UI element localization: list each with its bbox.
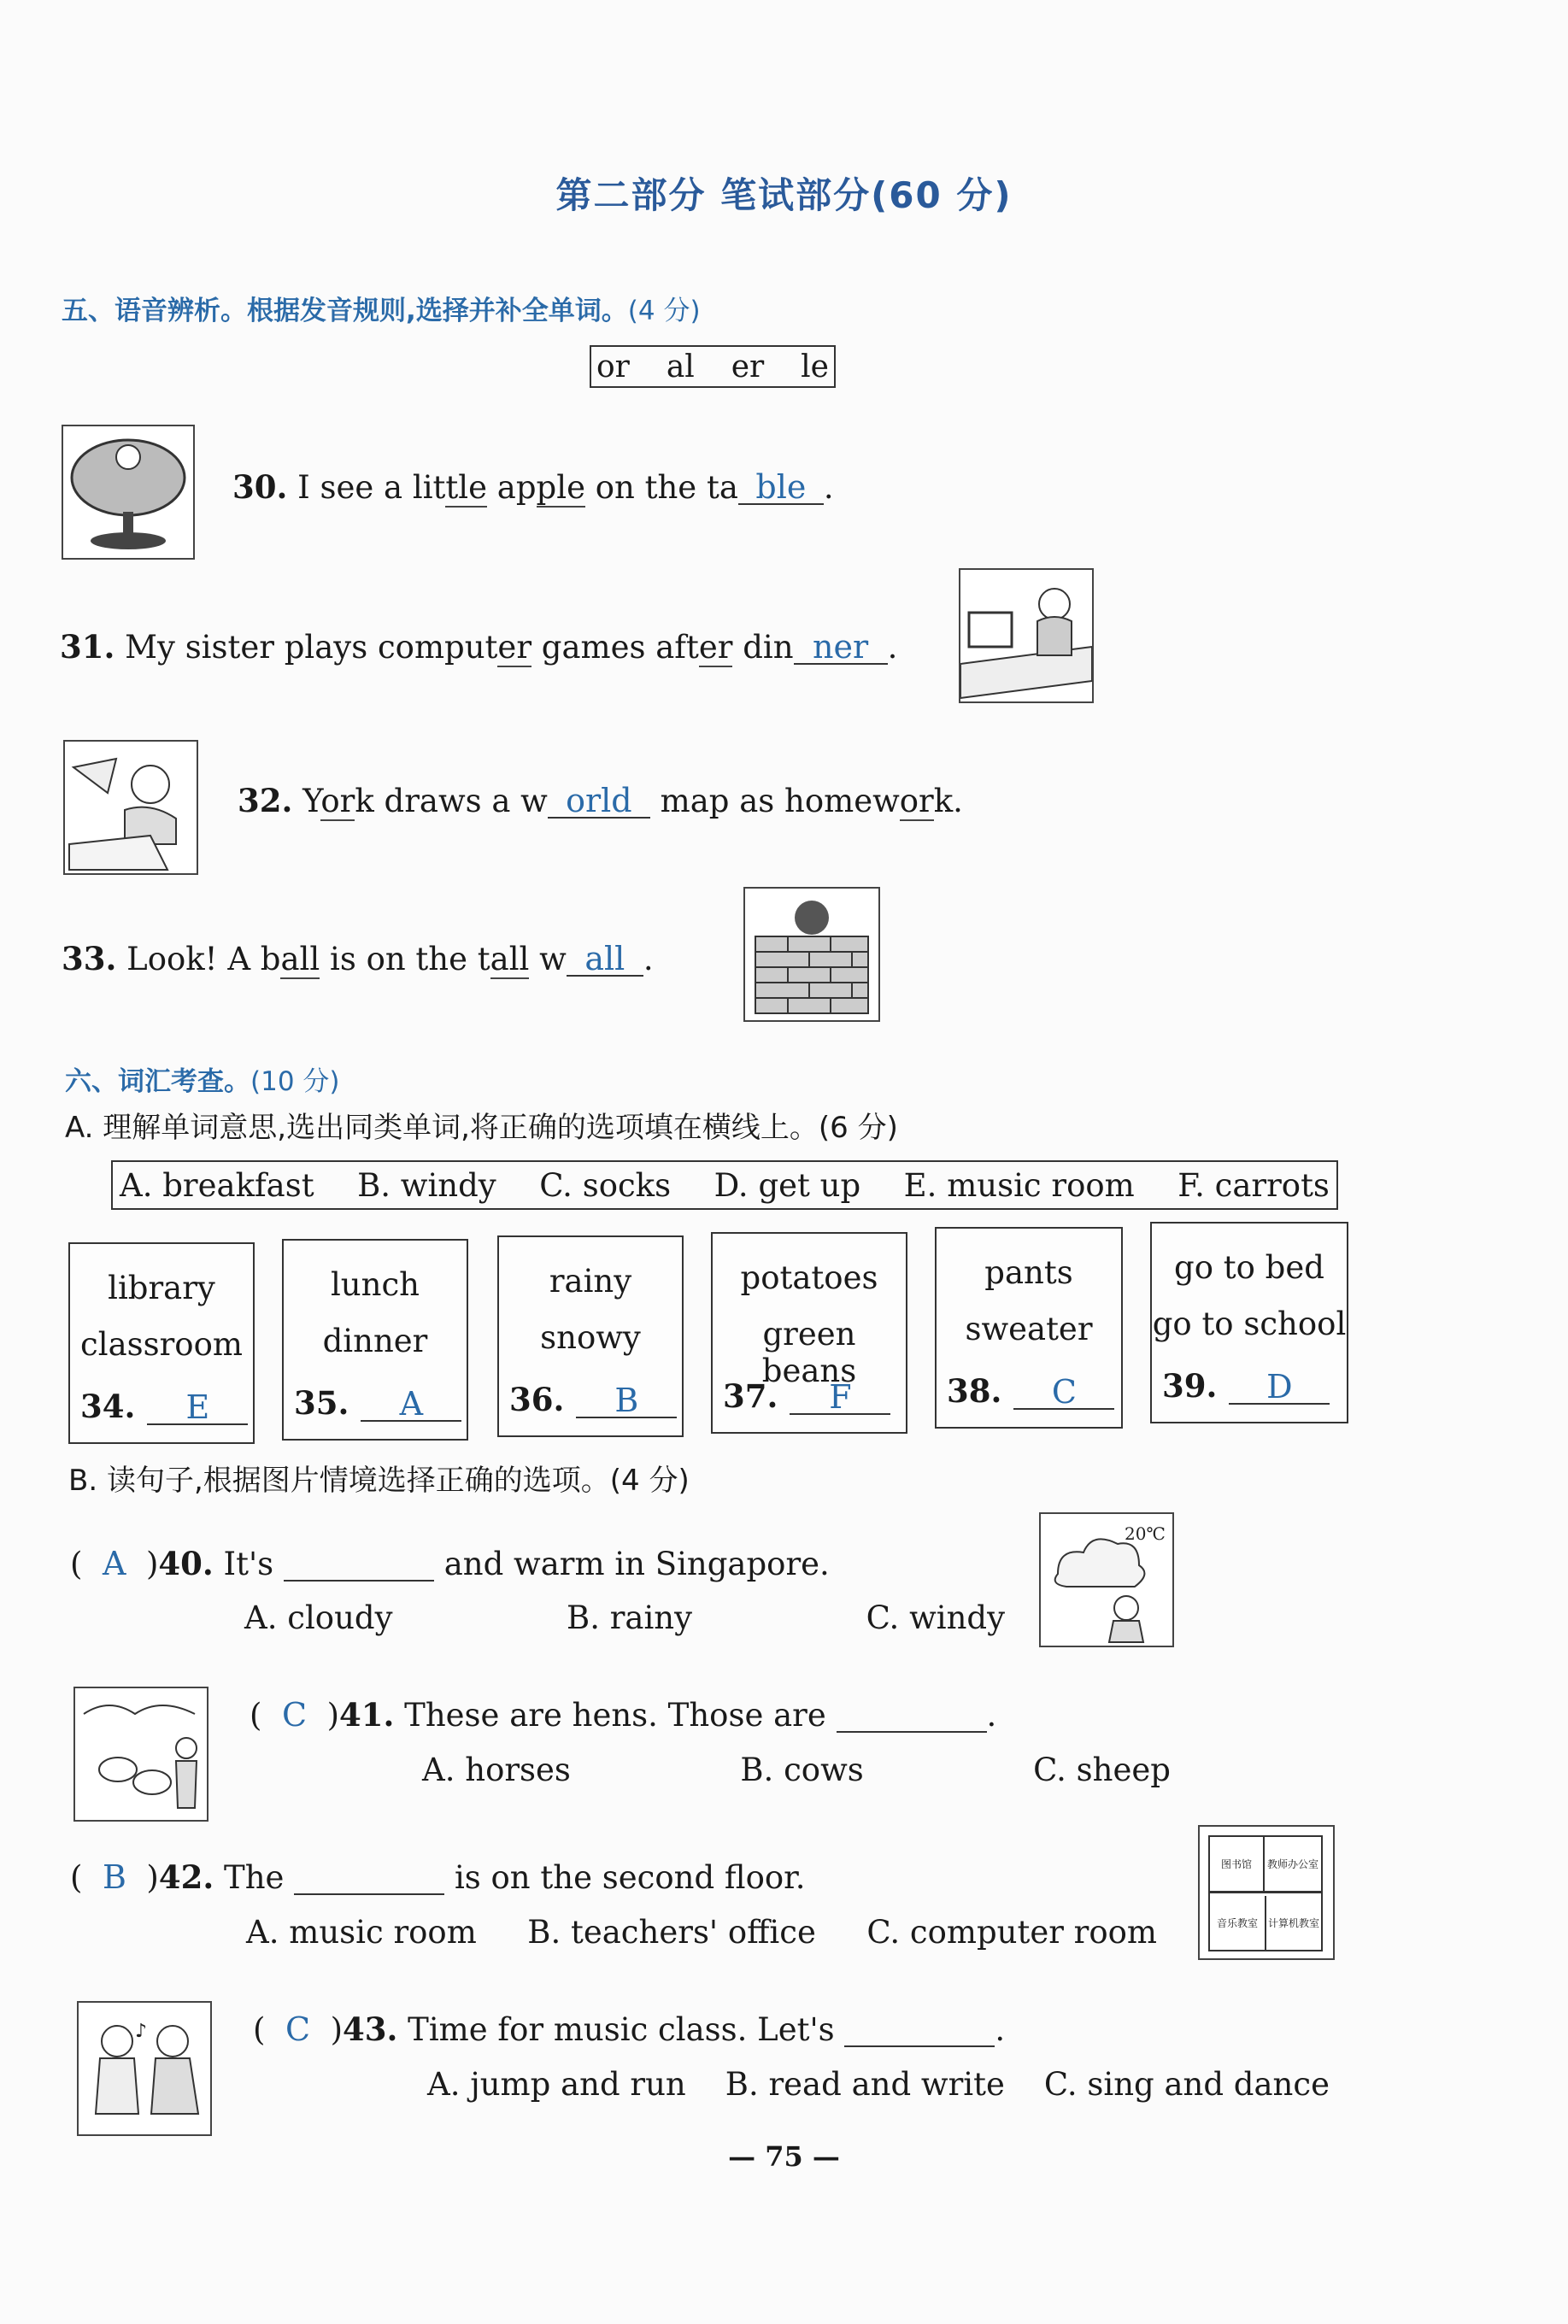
underlined-letters: or	[899, 783, 934, 819]
card-word: go to school	[1152, 1306, 1347, 1342]
question-30	[232, 468, 834, 506]
answer-blank[interactable]: D	[1229, 1370, 1330, 1405]
page-title: 第二部分 笔试部分(60 分)	[555, 174, 1013, 216]
text: I see a lit	[297, 469, 446, 506]
answer-blank[interactable]: C	[1013, 1376, 1114, 1410]
page-number-text: 75	[765, 2140, 803, 2173]
choice: B. cows	[740, 1752, 864, 1788]
text: map as homew	[649, 783, 900, 819]
word-option: D. get up	[714, 1166, 861, 1204]
room-label: 音乐教室	[1210, 1896, 1266, 1950]
question-33	[62, 940, 654, 977]
q40-choices	[244, 1599, 1005, 1636]
text: Y	[302, 783, 321, 819]
ball-on-wall-picture	[743, 887, 880, 1022]
answer-blank[interactable]: A	[361, 1388, 461, 1422]
question-number: 39.	[1162, 1367, 1218, 1405]
choice: C. windy	[866, 1599, 1005, 1636]
text: games aft	[531, 629, 699, 666]
question-40: ( A )40. It's and warm in Singapore.	[70, 1545, 830, 1582]
text: The	[224, 1859, 285, 1896]
choice: A. cloudy	[244, 1599, 393, 1636]
kids-singing-picture	[77, 2001, 212, 2136]
text: is on the t	[320, 941, 490, 977]
choice: C. sing and dance	[1043, 2066, 1330, 2103]
question-number: 32.	[238, 782, 293, 819]
section-6-text: 六、词汇考查。	[65, 1066, 250, 1097]
word-options-box	[111, 1160, 1338, 1210]
word-option: E. music room	[903, 1166, 1135, 1204]
question-number: 40.	[158, 1545, 214, 1582]
q42-choices	[246, 1914, 1157, 1951]
sentence-blank	[294, 1862, 444, 1895]
vocab-card-38	[935, 1227, 1123, 1429]
answer-blank[interactable]: all	[567, 942, 643, 977]
text: These are hens. Those are	[404, 1697, 826, 1734]
room-label: 教师办公室	[1266, 1858, 1318, 1871]
vocab-card-37	[711, 1232, 907, 1434]
answer-blank[interactable]: F	[790, 1381, 890, 1415]
hens-sheep-picture	[73, 1687, 208, 1822]
card-word: rainy	[549, 1263, 632, 1300]
question-number: 38.	[947, 1372, 1002, 1410]
letter-option: le	[801, 349, 829, 384]
text: w	[529, 941, 567, 977]
cloudy-weather-picture	[1039, 1512, 1174, 1647]
underlined-letters: all	[280, 941, 320, 977]
section-6-heading	[65, 1059, 340, 1098]
table-picture	[62, 425, 195, 560]
answer-blank[interactable]: orld	[548, 784, 650, 819]
card-word: library	[108, 1270, 215, 1306]
underlined-letters: er	[497, 629, 532, 666]
letter-options-box	[590, 345, 836, 388]
question-number: 34.	[80, 1388, 136, 1425]
temperature-label: 20℃	[1125, 1523, 1166, 1544]
card-word: green beans	[761, 1316, 857, 1389]
card-word: snowy	[540, 1319, 641, 1356]
section-5-heading	[62, 289, 701, 327]
vocab-card-39	[1150, 1222, 1348, 1423]
answer-blank[interactable]: E	[147, 1391, 248, 1425]
text: Time for music class. Let's	[408, 2011, 835, 2048]
letter-option: er	[731, 349, 765, 384]
question-number: 36.	[509, 1381, 565, 1418]
word-option: B. windy	[357, 1166, 496, 1204]
question-number: 30.	[232, 468, 288, 506]
question-41: ( C )41. These are hens. Those are .	[250, 1696, 997, 1734]
text: Look! A b	[126, 941, 281, 977]
question-number: 35.	[294, 1384, 349, 1422]
underlined-letters: or	[320, 783, 355, 819]
card-word: dinner	[322, 1323, 428, 1359]
word-option: C. socks	[539, 1166, 672, 1204]
answer-blank[interactable]: B	[576, 1384, 677, 1418]
sentence-blank	[284, 1548, 434, 1582]
text: .	[823, 469, 834, 506]
section-5-text: 五、语音辨析。根据发音规则,选择并补全单词。	[62, 296, 628, 326]
room-label: 计算机教室	[1268, 1916, 1320, 1929]
school-floors-picture	[1198, 1825, 1335, 1960]
text: and warm in Singapore.	[443, 1546, 830, 1582]
answer-blank[interactable]: ner	[794, 631, 888, 665]
card-word: lunch	[330, 1266, 420, 1303]
text: .	[887, 629, 898, 666]
underlined-letters: er	[698, 629, 733, 666]
text: k.	[933, 783, 963, 819]
text: is on the second floor.	[454, 1859, 806, 1896]
question-number: 43.	[343, 2010, 398, 2048]
sentence-blank	[837, 1699, 987, 1733]
question-43: ( C )43. Time for music class. Let's .	[253, 2010, 1006, 2048]
section-5-points: (4 分)	[627, 296, 701, 326]
vocab-card-36	[497, 1235, 684, 1437]
room-label: 图书馆	[1210, 1837, 1265, 1891]
text: It's	[223, 1546, 274, 1582]
boy-drawing-picture	[63, 740, 198, 875]
letter-option: al	[666, 349, 695, 384]
text: on the ta	[584, 469, 738, 506]
answer-choice[interactable]: C	[281, 1696, 308, 1734]
text: ap	[487, 469, 537, 506]
text: k draws a w	[355, 783, 548, 819]
vocab-card-35	[282, 1239, 468, 1441]
part-b-instruction: B. 读句子,根据图片情境选择正确的选项。(4 分)	[68, 1464, 690, 1498]
part-a-instruction: A. 理解单词意思,选出同类单词,将正确的选项填在横线上。(6 分)	[65, 1111, 898, 1145]
svg-text:♪: ♪	[135, 2021, 148, 2042]
question-31	[60, 628, 897, 666]
question-number: 31.	[60, 628, 115, 666]
choice: A. jump and run	[427, 2066, 686, 2103]
card-word: sweater	[965, 1311, 1093, 1347]
q43-choices	[427, 2066, 1330, 2103]
q41-choices	[422, 1752, 1171, 1788]
answer-blank[interactable]: ble	[738, 471, 824, 505]
letter-option: or	[596, 349, 630, 384]
question-number: 42.	[158, 1858, 214, 1896]
underlined-letters: tle	[445, 469, 488, 506]
text: .	[643, 941, 654, 977]
text: My sister plays comput	[125, 629, 498, 666]
choice: B. read and write	[725, 2066, 1005, 2103]
text: .	[995, 2011, 1006, 2048]
girl-computer-picture	[959, 568, 1094, 703]
question-number: 33.	[62, 940, 117, 977]
sentence-blank	[844, 2014, 995, 2047]
card-word: potatoes	[740, 1259, 878, 1296]
vocab-card-34	[68, 1242, 255, 1444]
answer-choice[interactable]: C	[285, 2010, 311, 2048]
choice: C. sheep	[1033, 1752, 1171, 1788]
choice: A. music room	[246, 1914, 477, 1951]
question-32	[238, 782, 963, 819]
answer-choice[interactable]: B	[102, 1858, 126, 1896]
underlined-letters: all	[490, 941, 530, 977]
section-6-points: (10 分)	[250, 1066, 340, 1097]
answer-choice[interactable]: A	[102, 1545, 126, 1582]
choice: A. horses	[422, 1752, 571, 1788]
card-word: go to bed	[1174, 1249, 1324, 1286]
text: din	[732, 629, 794, 666]
question-number: 41.	[339, 1696, 395, 1734]
choice: B. teachers' office	[527, 1914, 816, 1951]
text: .	[986, 1697, 997, 1734]
choice: C. computer room	[866, 1914, 1157, 1951]
card-word: classroom	[80, 1326, 243, 1363]
page-number: — 75 —	[728, 2140, 840, 2173]
word-option: F. carrots	[1177, 1166, 1330, 1204]
underlined-letters: ple	[536, 469, 585, 506]
question-number: 37.	[723, 1377, 778, 1415]
word-option: A. breakfast	[120, 1166, 314, 1204]
card-word: pants	[984, 1254, 1073, 1291]
question-42: ( B )42. The is on the second floor.	[70, 1858, 806, 1896]
choice: B. rainy	[567, 1599, 693, 1636]
